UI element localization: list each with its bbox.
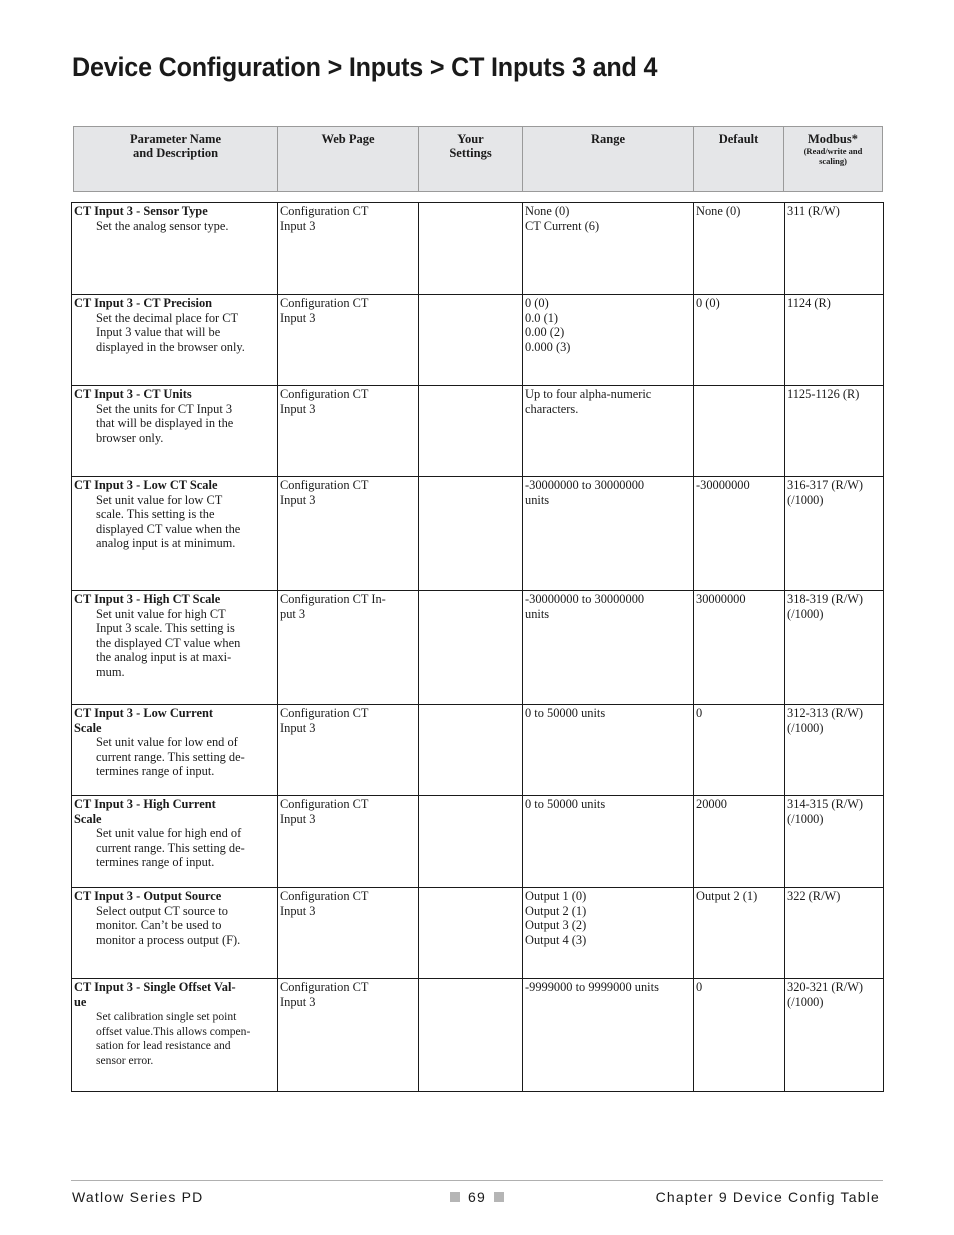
modbus-line: (/1000) xyxy=(787,492,824,507)
modbus-line: 1124 (R) xyxy=(787,296,831,310)
range-line: Output 2 (1) xyxy=(525,903,587,918)
description-line: Set unit value for low CT xyxy=(96,492,223,507)
range-line: 0.0 (1) xyxy=(525,310,559,325)
web-page-line: Input 3 xyxy=(280,811,316,826)
header-web-page xyxy=(277,127,418,191)
modbus-cell xyxy=(785,477,884,591)
header-parameter xyxy=(74,127,277,191)
square-icon xyxy=(494,1192,504,1202)
parameter-name: Scale xyxy=(74,720,102,735)
range-cell xyxy=(523,295,694,386)
modbus-line: 320-321 (R/W) xyxy=(787,980,864,994)
range-line: CT Current (6) xyxy=(525,218,600,233)
your-settings-cell[interactable] xyxy=(419,796,523,888)
range-cell xyxy=(523,203,694,295)
web-page-line: Configuration CT xyxy=(280,296,369,310)
your-settings-cell[interactable] xyxy=(419,979,523,1092)
range-line: Output 1 (0) xyxy=(525,889,587,903)
web-page-line: Configuration CT xyxy=(280,797,369,811)
description-line: Set unit value for high end of xyxy=(96,826,242,841)
footer-divider xyxy=(71,1180,883,1181)
parameter-name: CT Input 3 - CT Units xyxy=(74,387,192,401)
web-page-cell xyxy=(278,796,419,888)
range-line: units xyxy=(525,606,550,621)
web-page-cell xyxy=(278,888,419,979)
modbus-line: (/1000) xyxy=(787,994,824,1009)
web-page-line: Configuration CT In- xyxy=(280,592,386,606)
modbus-line: (/1000) xyxy=(787,811,824,826)
your-settings-cell[interactable] xyxy=(419,477,523,591)
web-page-line: Configuration CT xyxy=(280,387,369,401)
description-line: mum. xyxy=(96,664,125,679)
web-page-line: Configuration CT xyxy=(280,980,369,994)
header-modbus-label: Modbus* xyxy=(807,132,859,146)
footer-product: Watlow Series PD xyxy=(72,1189,204,1205)
your-settings-cell[interactable] xyxy=(419,295,523,386)
web-page-line: Configuration CT xyxy=(280,706,369,720)
range-line: 0.000 (3) xyxy=(525,339,571,354)
description-line: the displayed CT value when xyxy=(96,635,241,650)
parameter-description xyxy=(74,826,275,870)
table-row xyxy=(72,796,884,888)
description-line: sensor error. xyxy=(96,1053,154,1067)
modbus-line: 322 (R/W) xyxy=(787,889,841,903)
parameter-description xyxy=(74,311,275,355)
page-number: 69 xyxy=(468,1189,486,1205)
parameter-description xyxy=(74,904,275,948)
description-line: the analog input is at maxi- xyxy=(96,650,232,665)
parameter-description xyxy=(74,735,275,779)
default-cell: 20000 xyxy=(694,796,785,888)
modbus-line: 314-315 (R/W) xyxy=(787,797,864,811)
description-line: Input 3 scale. This setting is xyxy=(96,621,235,636)
modbus-line: (/1000) xyxy=(787,606,824,621)
parameter-cell xyxy=(72,591,278,705)
description-line: Set the units for CT Input 3 xyxy=(96,401,233,416)
parameter-cell xyxy=(72,705,278,796)
range-line: Output 3 (2) xyxy=(525,918,587,933)
parameter-cell xyxy=(72,477,278,591)
web-page-cell xyxy=(278,295,419,386)
parameter-cell xyxy=(72,295,278,386)
modbus-line: 316-317 (R/W) xyxy=(787,478,864,492)
range-line: characters. xyxy=(525,401,579,416)
square-icon xyxy=(450,1192,460,1202)
header-settings-line: Settings xyxy=(449,146,492,160)
description-line: Input 3 value that will be xyxy=(96,325,221,340)
your-settings-cell[interactable] xyxy=(419,888,523,979)
web-page-cell xyxy=(278,203,419,295)
range-cell xyxy=(523,477,694,591)
description-line: displayed in the browser only. xyxy=(96,339,245,354)
parameter-name: CT Input 3 - Low CT Scale xyxy=(74,478,218,492)
web-page-cell xyxy=(278,979,419,1092)
default-cell: 0 (0) xyxy=(694,295,785,386)
description-line: browser only. xyxy=(96,430,164,445)
modbus-cell xyxy=(785,591,884,705)
range-cell xyxy=(523,386,694,477)
parameter-description xyxy=(74,493,275,551)
description-line: offset value.This allows compen- xyxy=(96,1024,251,1038)
parameter-name: Scale xyxy=(74,811,102,826)
web-page-line: put 3 xyxy=(280,606,306,621)
range-line: 0 to 50000 units xyxy=(525,706,606,720)
web-page-line: Input 3 xyxy=(280,310,316,325)
description-line: monitor a process output (F). xyxy=(96,932,241,947)
description-line: termines range of input. xyxy=(96,855,215,870)
web-page-line: Input 3 xyxy=(280,720,316,735)
web-page-line: Configuration CT xyxy=(280,478,369,492)
parameter-cell xyxy=(72,203,278,295)
parameter-name: CT Input 3 - Sensor Type xyxy=(74,204,208,218)
description-line: Set the analog sensor type. xyxy=(96,218,229,233)
description-line: Set calibration single set point xyxy=(96,1010,237,1024)
column-header-row xyxy=(73,126,883,192)
your-settings-cell[interactable] xyxy=(419,203,523,295)
web-page-cell xyxy=(278,477,419,591)
modbus-cell xyxy=(785,705,884,796)
description-line: Set unit value for low end of xyxy=(96,735,238,750)
range-cell xyxy=(523,979,694,1092)
table-row xyxy=(72,386,884,477)
header-range xyxy=(522,127,693,191)
header-settings-line: Your xyxy=(457,132,484,146)
table-row xyxy=(72,591,884,705)
page-title: Device Configuration > Inputs > CT Inputs 3 and 4 xyxy=(72,52,658,82)
default-cell: -30000000 xyxy=(694,477,785,591)
modbus-cell xyxy=(785,796,884,888)
description-line: Set the decimal place for CT xyxy=(96,310,239,325)
description-line: current range. This setting de- xyxy=(96,749,245,764)
web-page-line: Input 3 xyxy=(280,903,316,918)
description-line: scale. This setting is the xyxy=(96,507,215,522)
description-line: Select output CT source to xyxy=(96,903,228,918)
header-default xyxy=(693,127,783,191)
web-page-line: Input 3 xyxy=(280,401,316,416)
parameter-name: CT Input 3 - Low Current xyxy=(74,706,213,720)
web-page-line: Input 3 xyxy=(280,994,316,1009)
table-row xyxy=(72,979,884,1092)
parameter-name: CT Input 3 - High CT Scale xyxy=(74,592,221,606)
table-row xyxy=(72,295,884,386)
parameter-name: CT Input 3 - Output Source xyxy=(74,889,222,903)
modbus-cell xyxy=(785,979,884,1092)
footer-chapter: Chapter 9 Device Config Table xyxy=(655,1189,880,1205)
your-settings-cell[interactable] xyxy=(419,386,523,477)
modbus-cell xyxy=(785,203,884,295)
description-line: sation for lead resistance and xyxy=(96,1039,231,1053)
description-line: analog input is at minimum. xyxy=(96,536,236,551)
modbus-line: 318-319 (R/W) xyxy=(787,592,864,606)
parameter-name: CT Input 3 - CT Precision xyxy=(74,296,213,310)
header-parameter-line: Parameter Name xyxy=(129,132,222,146)
table-row xyxy=(72,477,884,591)
web-page-cell xyxy=(278,591,419,705)
range-line: units xyxy=(525,492,550,507)
range-line: None (0) xyxy=(525,204,570,218)
table-row xyxy=(72,888,884,979)
parameter-name: CT Input 3 - Single Offset Val- xyxy=(74,980,236,994)
range-line: Output 4 (3) xyxy=(525,932,587,947)
modbus-line: (/1000) xyxy=(787,720,824,735)
range-line: -30000000 to 30000000 xyxy=(525,478,645,492)
modbus-cell xyxy=(785,888,884,979)
header-default-label: Default xyxy=(718,132,759,146)
footer-page-number xyxy=(450,1189,504,1205)
modbus-line: 312-313 (R/W) xyxy=(787,706,864,720)
web-page-line: Configuration CT xyxy=(280,204,369,218)
web-page-line: Input 3 xyxy=(280,492,316,507)
modbus-cell xyxy=(785,295,884,386)
range-cell xyxy=(523,591,694,705)
header-your-settings xyxy=(418,127,522,191)
parameter-cell xyxy=(72,888,278,979)
default-cell: 0 xyxy=(694,979,785,1092)
range-cell xyxy=(523,888,694,979)
parameter-cell xyxy=(72,386,278,477)
parameter-description xyxy=(74,607,275,680)
parameter-cell xyxy=(72,979,278,1092)
header-modbus-note: scaling) xyxy=(819,156,847,166)
default-cell: 30000000 xyxy=(694,591,785,705)
range-cell xyxy=(523,796,694,888)
description-line: that will be displayed in the xyxy=(96,416,234,431)
parameter-name: ue xyxy=(74,994,87,1009)
web-page-cell xyxy=(278,705,419,796)
parameter-description xyxy=(74,1010,275,1068)
range-line: -9999000 to 9999000 units xyxy=(525,980,659,994)
header-parameter-line: and Description xyxy=(132,146,219,160)
header-range-label: Range xyxy=(590,132,626,146)
modbus-line: 1125-1126 (R) xyxy=(787,387,860,401)
parameter-cell xyxy=(72,796,278,888)
description-line: Set unit value for high CT xyxy=(96,606,226,621)
default-cell: 0 xyxy=(694,705,785,796)
range-line: 0 to 50000 units xyxy=(525,797,606,811)
web-page-line: Input 3 xyxy=(280,218,316,233)
your-settings-cell[interactable] xyxy=(419,705,523,796)
range-line: 0.00 (2) xyxy=(525,325,565,340)
table-row xyxy=(72,705,884,796)
header-modbus xyxy=(783,127,882,191)
description-line: current range. This setting de- xyxy=(96,840,245,855)
header-modbus-note: (Read/write and xyxy=(803,146,863,156)
table-row xyxy=(72,203,884,295)
description-line: monitor. Can’t be used to xyxy=(96,918,222,933)
description-line: termines range of input. xyxy=(96,764,215,779)
range-line: Up to four alpha-numeric xyxy=(525,387,652,401)
parameter-table xyxy=(71,202,884,1092)
range-cell xyxy=(523,705,694,796)
web-page-line: Configuration CT xyxy=(280,889,369,903)
range-line: -30000000 to 30000000 xyxy=(525,592,645,606)
parameter-name: CT Input 3 - High Current xyxy=(74,797,216,811)
web-page-cell xyxy=(278,386,419,477)
modbus-line: 311 (R/W) xyxy=(787,204,840,218)
description-line: displayed CT value when the xyxy=(96,521,241,536)
default-cell xyxy=(694,386,785,477)
parameter-description xyxy=(74,219,275,234)
default-cell: None (0) xyxy=(694,203,785,295)
default-cell: Output 2 (1) xyxy=(694,888,785,979)
header-web-page-label: Web Page xyxy=(321,132,375,146)
your-settings-cell[interactable] xyxy=(419,591,523,705)
range-line: 0 (0) xyxy=(525,296,549,310)
parameter-description xyxy=(74,402,275,446)
modbus-cell xyxy=(785,386,884,477)
